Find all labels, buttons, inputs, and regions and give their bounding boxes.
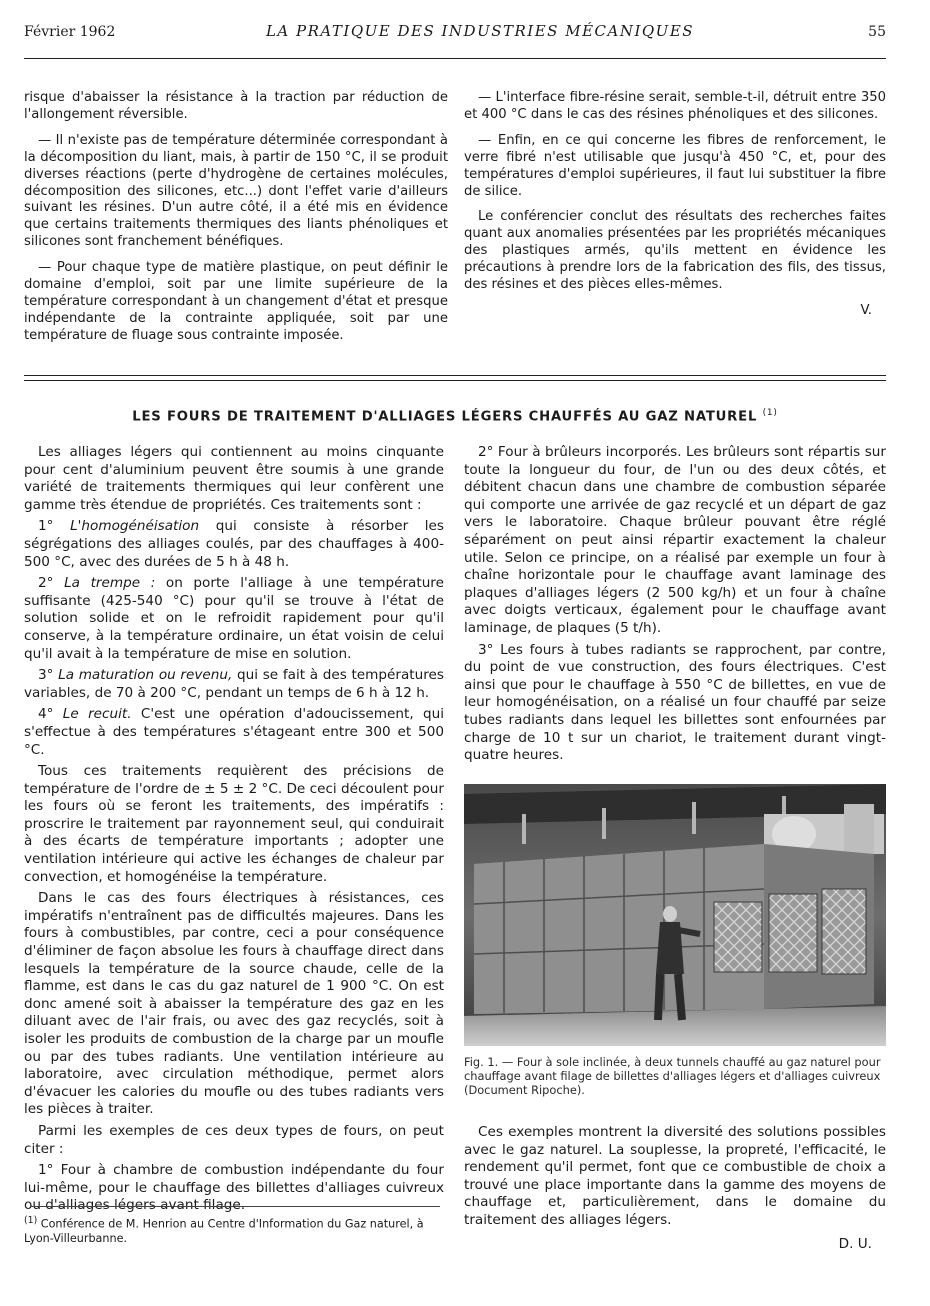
- treatment-recuit: 4° Le recuit. C'est une opération d'adoucissement, qui s'effectue à des températures s'étageant entre 300 et 500 °C.: [24, 706, 445, 758]
- treatment-trempe: 2° La trempe : on porte l'alliage à une température suffisante (425-540 °C) pour qu'il se trouve à l'état de solution solide et on le refroidit rapidement pour qu'il conserve, à la température ordinaire, un état voisin de celui qu'il avait à la température de mise en solution.: [24, 575, 444, 662]
- figure-caption: Fig. 1. — Four à sole inclinée, à deux tunnels chauffé au gaz naturel pour chauffage avant filage de billettes d'alliages légers et d'alliages cuivreux (Document Ripoche).: [464, 1055, 881, 1097]
- article-paragraph: Ces exemples montrent la diversité des solutions possibles avec le gaz naturel. La souplesse, la propreté, l'efficacité, le rendement qu'il permet, font que ce combustible de choix a trouvé une place importante dans la gamme des moyens de chauffage et, particulièrement, dans le domaine du traitement des alliages légers.: [464, 1124, 886, 1228]
- article-paragraph: 2° Four à brûleurs incorporés. Les brûleurs sont répartis sur toute la longueur du four, de l'un ou des deux côtés, et débitent chacun dans une chambre de combustion séparée qui comporte une arrivée de gaz recyclé et un départ de gaz vers le laboratoire. Chaque brûleur pouvant être réglé séparément on peut ainsi répartir exactement la chaleur utile. Selon ce principe, on a réalisé par exemple un four à chaîne horizontale pour le chauffage avant laminage des plaques d'alliages légers (2 500 kg/h) et un four à chaîne avec doigts verticaux, également pour le chauffage avant laminage, de plaques (5 t/h).: [464, 444, 886, 636]
- prev-article-signature: V.: [860, 302, 872, 318]
- article-title-note: (1): [762, 408, 778, 418]
- footnote-text: Conférence de M. Henrion au Centre d'Information du Gaz naturel, à Lyon-Villeurbanne.: [24, 1217, 424, 1245]
- prev-article-right-column: [464, 90, 886, 320]
- treatment-maturation: 3° La maturation ou revenu, qui se fait à des températures variables, de 70 à 200 °C, pendant un temps de 6 h à 12 h.: [24, 667, 444, 701]
- prev-left-paragraph: — Pour chaque type de matière plastique, on peut définir le domaine d'emploi, soit par une limite supérieure de la température correspondant à un changement d'état et presque indépendante de la contrainte appliquée, soit par une température de fluage sous contrainte imposée.: [24, 260, 448, 343]
- section-rule-top: [24, 375, 886, 376]
- article-right-column-bottom: [464, 1124, 886, 1253]
- article-title-text: LES FOURS DE TRAITEMENT D'ALLIAGES LÉGERS CHAUFFÉS AU GAZ NATUREL: [132, 409, 758, 425]
- footnote-mark: (1): [24, 1215, 38, 1226]
- article-left-column: [24, 444, 444, 1219]
- treatment-homogenisation: 1° L'homogénéisation qui consiste à résorber les ségrégations des alliages coulés, par des chauffages à 400-500 °C, avec des durées de 5 h à 48 h.: [24, 518, 444, 570]
- article-paragraph: 3° Les fours à tubes radiants se rapprochent, par contre, du point de vue construction, des fours électriques. C'est ainsi que pour le chauffage à 550 °C de billettes, en vue de leur homogénéisation, on a réalisé un four chauffé par seize tubes radiants dans lequel les billettes sont enfournées par charge de 10 t sur un chariot, le traitement durant vingt-quatre heures.: [464, 641, 886, 764]
- prev-right-paragraph: Le conférencier conclut des résultats des recherches faites quant aux anomalies présentées par les propriétés mécaniques des plastiques armés, qu'ils mettent en évidence les précautions à prendre lors de la fabrication des fils, des tissus, des résines et des pièces elles-mêmes.: [464, 209, 886, 293]
- footnote-rule: [30, 1206, 440, 1207]
- furnace-photo: [464, 784, 886, 1046]
- footnote: [24, 1214, 444, 1246]
- article-signature: D. U.: [838, 1235, 872, 1252]
- article-paragraph: Parmi les exemples de ces deux types de fours, on peut citer :: [24, 1122, 444, 1157]
- header-rule: [24, 58, 886, 59]
- section-rule-bottom: [24, 380, 886, 381]
- journal-title: LA PRATIQUE DES INDUSTRIES MÉCANIQUES: [265, 22, 695, 40]
- article-title: [24, 408, 886, 424]
- page-number: 55: [868, 24, 886, 40]
- prev-right-paragraph: — Enfin, en ce qui concerne les fibres de renforcement, le verre fibré n'est utilisable que jusqu'à 450 °C, et, pour des températures d'emploi supérieures, il faut lui substituer la fibre de silice.: [464, 132, 886, 199]
- article-paragraph: Tous ces traitements requièrent des précisions de température de l'ordre de ± 5 ± 2 °C. De ceci découlent pour les fours où se feront les traitements, des impératifs : proscrire le traitement par rayonnement seul, qui conduirait à des écarts de température importants ; adopter une ventilation intérieure qui active les échanges de chaleur par convection, et homogénéise la température.: [24, 763, 444, 885]
- prev-left-paragraph: — Il n'existe pas de température déterminée correspondant à la décomposition du liant, mais, à partir de 150 °C, il se produit diverses réactions (perte d'hydrogène de certaines molécules, décomposition des silicones, etc...) dont l'effet varie d'ailleurs suivant les résines. D'un autre côté, il a été mis en évidence que certains traitements thermiques des liants phénoliques et silicones sont franchement bénéfiques.: [24, 132, 448, 250]
- article-paragraph: Les alliages légers qui contiennent au moins cinquante pour cent d'aluminium peuvent être soumis à une grande variété de traitements thermiques qui leur confèrent une gamme très étendue de propriétés. Ces traitements sont :: [24, 444, 444, 513]
- prev-right-paragraph: — L'interface fibre-résine serait, semble-t-il, détruit entre 350 et 400 °C dans le cas des résines phénoliques et des silicones.: [464, 90, 886, 122]
- prev-article-left-column: [24, 90, 448, 354]
- article-paragraph: 1° Four à chambre de combustion indépendante du four lui-même, pour le chauffage des billettes d'alliages cuivreux ou d'alliages légers avant filage.: [24, 1162, 444, 1214]
- header-date: Février 1962: [24, 24, 116, 40]
- article-right-column-top: [464, 444, 886, 769]
- article-paragraph: Dans le cas des fours électriques à résistances, ces impératifs n'entraînent pas de difficultés majeures. Dans les fours à combustibles, par contre, ceci a pour conséquence d'éliminer de façon absolue les fours à chauffage direct dans lesquels la température de la source chaude, celle de la flamme, est dans le cas du gaz naturel de 1 900 °C. On est donc amené soit à abaisser la température des gaz en les diluant avec de l'air frais, ou avec des gaz recyclés, soit à isoler les produits de combustion de la charge par un moufle ou par des tubes radiants. Une ventilation intérieure au laboratoire, avec circulation méthodique, permet alors d'évacuer les calories du moufle ou des tubes radiants vers les pièces à traiter.: [24, 890, 444, 1118]
- prev-left-paragraph: risque d'abaisser la résistance à la traction par réduction de l'allongement réversible.: [24, 90, 448, 122]
